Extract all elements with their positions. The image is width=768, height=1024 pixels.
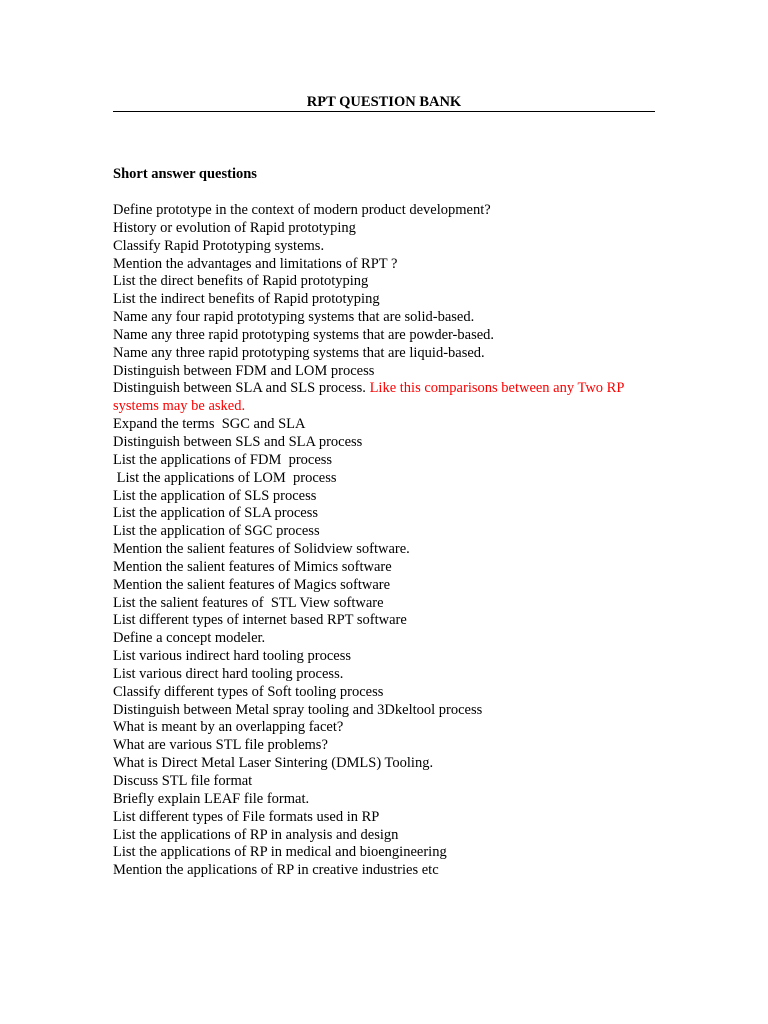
question-item: List the direct benefits of Rapid prototyping — [113, 273, 369, 290]
question-text: Distinguish between SLA and SLS process. — [113, 380, 370, 397]
question-item: History or evolution of Rapid prototyping — [113, 219, 356, 236]
question-list — [113, 202, 673, 880]
question-item: List the salient features of STL View software — [113, 594, 384, 611]
question-item: List the application of SGC process — [113, 523, 320, 540]
question-item: Classify different types of Soft tooling process — [113, 683, 384, 700]
question-item: Classify Rapid Prototyping systems. — [113, 237, 325, 254]
question-item: Mention the salient features of Mimics software — [113, 558, 392, 575]
comparison-note: Like this comparisons between any Two RP systems may be asked. — [113, 380, 628, 415]
question-item: List the applications of RP in analysis and design — [113, 826, 399, 843]
question-item: Mention the applications of RP in creative industries etc — [113, 862, 439, 879]
question-item: List different types of internet based RPT software — [113, 612, 407, 629]
question-item: Define prototype in the context of modern product development? — [113, 202, 491, 218]
question-item: List different types of File formats used in RP — [113, 808, 380, 825]
question-item: Distinguish between FDM and LOM process — [113, 362, 375, 379]
question-item: List various indirect hard tooling process — [113, 648, 351, 665]
question-item: Mention the salient features of Solidview software. — [113, 541, 410, 558]
question-item: Define a concept modeler. — [113, 630, 266, 647]
question-item: Discuss STL file format — [113, 773, 253, 789]
question-item: Distinguish between Metal spray tooling and 3Dkeltool process — [113, 701, 483, 718]
question-item: What is Direct Metal Laser Sintering (DMLS) Tooling. — [113, 755, 434, 772]
question-item: List various direct hard tooling process. — [113, 665, 344, 682]
question-item: Name any four rapid prototyping systems that are solid-based. — [113, 309, 475, 326]
question-item: Mention the salient features of Magics software — [113, 576, 391, 593]
section-heading: Short answer questions — [113, 166, 257, 182]
question-item: List the applications of RP in medical and bioengineering — [113, 844, 447, 861]
question-item: List the application of SLS process — [113, 487, 317, 504]
title-underline — [113, 111, 655, 112]
question-item: Expand the terms SGC and SLA — [113, 416, 306, 433]
question-item: List the indirect benefits of Rapid prototyping — [113, 291, 380, 308]
question-item: List the application of SLA process — [113, 505, 318, 522]
question-item: What is meant by an overlapping facet? — [113, 719, 344, 736]
question-item-with-note — [113, 380, 673, 416]
question-item: Name any three rapid prototyping systems that are liquid-based. — [113, 344, 485, 361]
question-item: List the applications of LOM process — [113, 469, 337, 486]
question-item: List the applications of FDM process — [113, 451, 333, 468]
question-item: Distinguish between SLS and SLA process — [113, 433, 363, 450]
question-item: Name any three rapid prototyping systems that are powder-based. — [113, 326, 495, 343]
question-item: Briefly explain LEAF file format. — [113, 790, 310, 807]
question-item: What are various STL file problems? — [113, 737, 328, 754]
question-item: Mention the advantages and limitations of RPT ? — [113, 255, 398, 272]
document-title: RPT QUESTION BANK — [306, 94, 462, 110]
